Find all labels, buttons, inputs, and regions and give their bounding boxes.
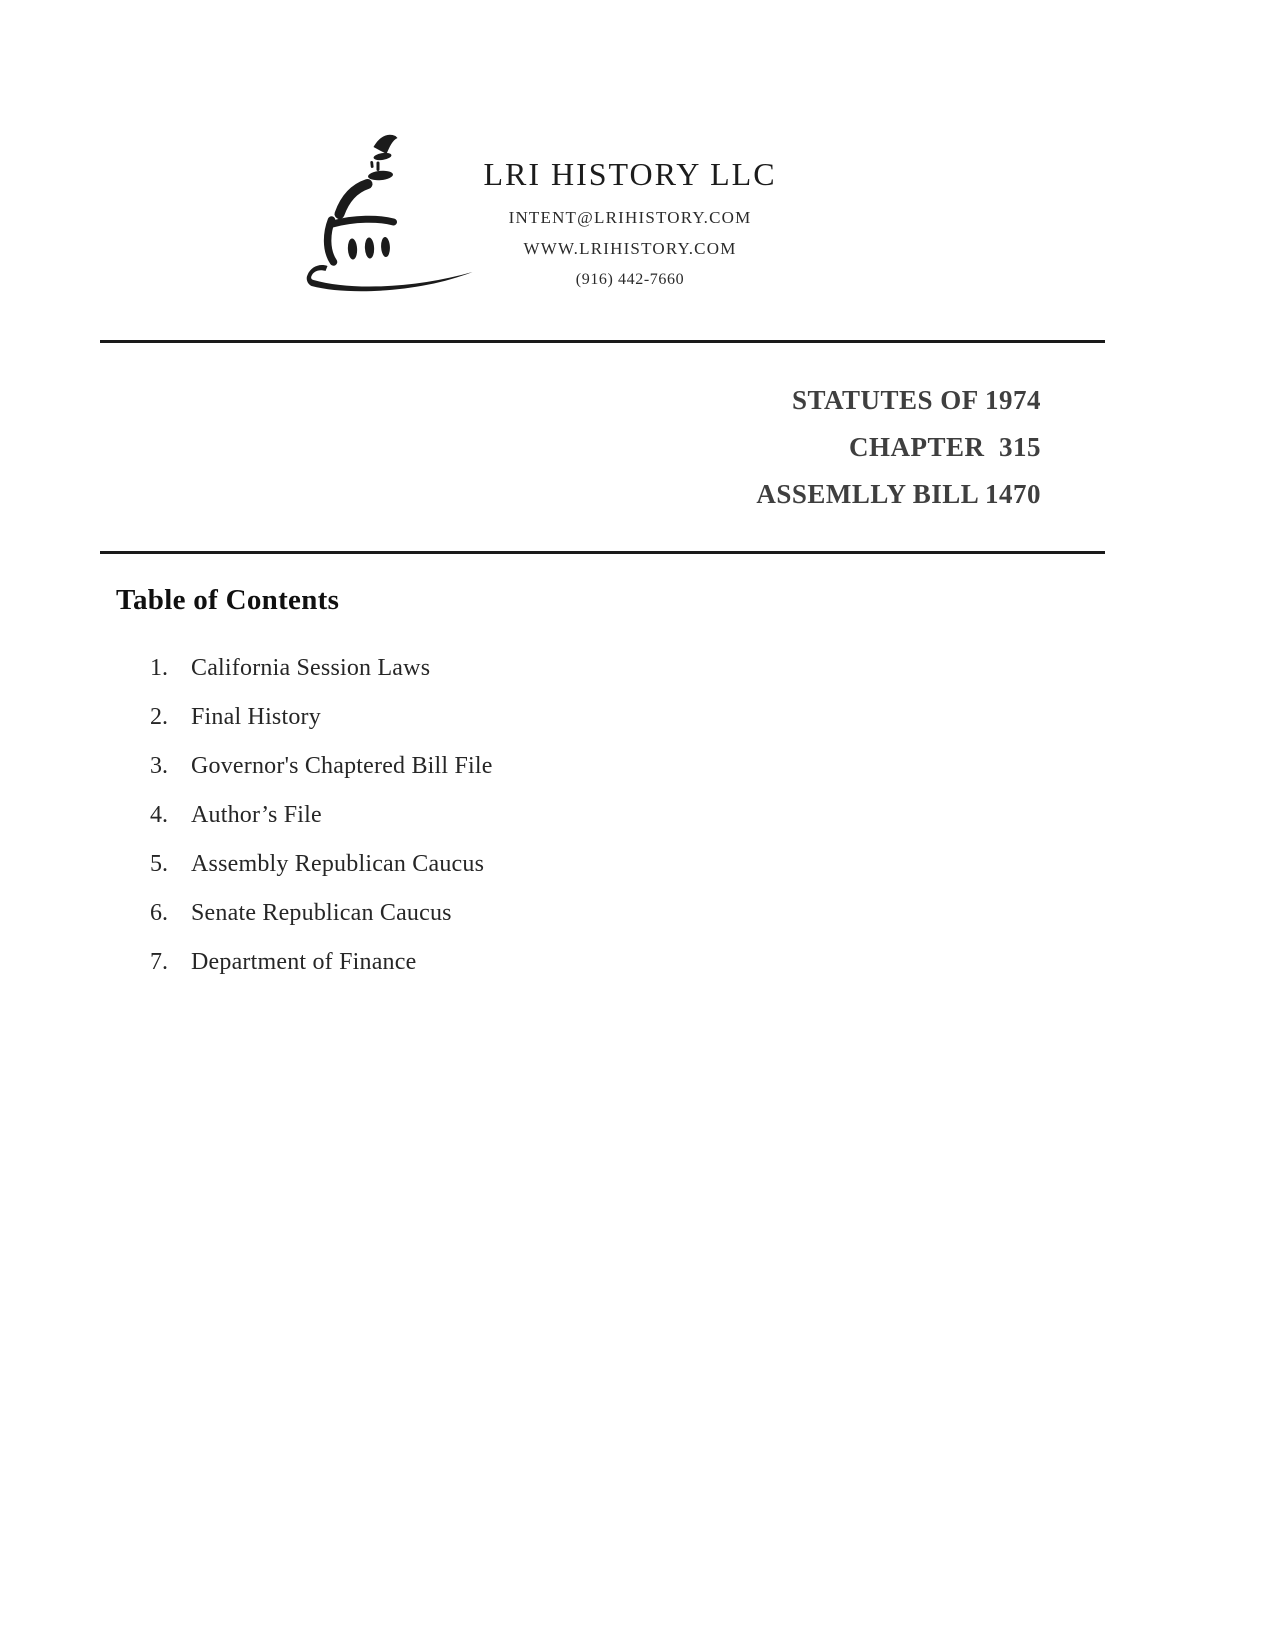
statutes-line: STATUTES OF 1974 (791, 385, 1041, 415)
toc-item-label: Final History (191, 704, 321, 730)
toc-item-number: 4. (150, 802, 168, 828)
toc-item (150, 947, 493, 977)
toc-item-label: California Session Laws (191, 655, 431, 681)
email-text: INTENT@LRIHISTORY.COM (508, 208, 752, 227)
toc-item-label: Assembly Republican Caucus (191, 851, 485, 877)
toc-heading: Table of Contents (116, 584, 340, 616)
toc-item-number: 5. (150, 851, 168, 877)
toc-list (150, 653, 493, 996)
divider-top (100, 340, 1105, 343)
toc-item-number: 2. (150, 704, 168, 730)
toc-item (150, 702, 493, 732)
assembly-bill-line: ASSEMLLY BILL 1470 (756, 479, 1041, 509)
toc-item-number: 3. (150, 753, 168, 779)
toc-item (150, 653, 493, 683)
toc-item-label: Senate Republican Caucus (191, 900, 452, 926)
toc-item (150, 849, 493, 879)
chapter-line: CHAPTER 315 (848, 432, 1041, 462)
toc-item-number: 6. (150, 900, 168, 926)
website-text: WWW.LRIHISTORY.COM (523, 239, 737, 258)
toc-item-number: 7. (150, 949, 168, 975)
toc-item-label: Governor's Chaptered Bill File (191, 753, 493, 779)
divider-bottom (100, 551, 1105, 554)
toc-item-label: Author’s File (191, 802, 322, 828)
company-name: LRI HISTORY LLC (483, 156, 777, 192)
toc-item (150, 751, 493, 781)
bill-title-block (756, 377, 1041, 518)
toc-item-number: 1. (150, 655, 168, 681)
toc-item-label: Department of Finance (191, 949, 417, 975)
phone-text: (916) 442-7660 (575, 271, 685, 288)
toc-item (150, 800, 493, 830)
toc-item (150, 898, 493, 928)
letterhead (430, 155, 830, 295)
